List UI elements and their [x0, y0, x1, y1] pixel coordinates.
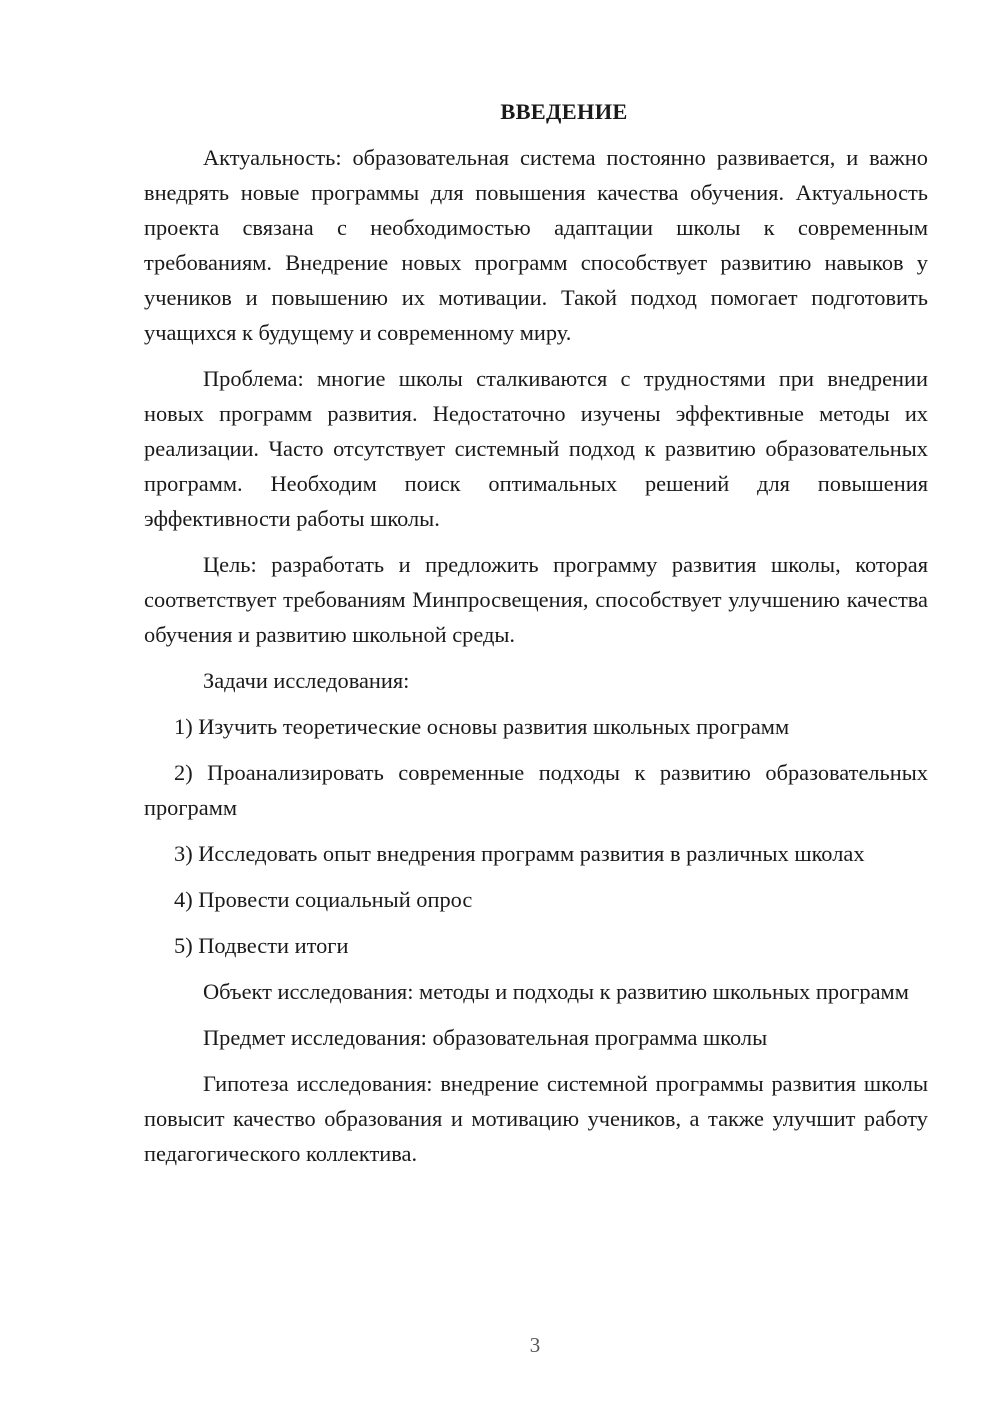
paragraph-object: Объект исследования: методы и подходы к развитию школьных программ — [203, 979, 909, 1004]
task-item-5: 5) Подвести итоги — [174, 933, 349, 958]
paragraph-problem: Проблема: многие школы сталкиваются с трудностями при внедрении новых программ развития. Недостаточно изучены эффективные методы их реализации. Часто отсутствует системный подход к развитию образовательных программ. Необходим поиск оптимальных решений для повышения эффективности работы школы. — [144, 366, 928, 531]
page-number: 3 — [529, 1333, 541, 1357]
section-heading: ВВЕДЕНИЕ — [500, 99, 628, 124]
task-item-1: 1) Изучить теоретические основы развития школьных программ — [174, 714, 790, 739]
task-item-2: 2) Проанализировать современные подходы к развитию образовательных программ — [144, 760, 928, 820]
tasks-title: Задачи исследования: — [203, 668, 410, 693]
paragraph-relevance: Актуальность: образовательная система постоянно развивается, и важно внедрять новые программы для повышения качества обучения. Актуальность проекта связана с необходимостью адаптации школы к современным требованиям. Внедрение новых программ способствует развитию навыков у учеников и повышению их мотивации. Такой подход помогает подготовить учащихся к будущему и современному миру. — [144, 145, 928, 345]
task-item-3: 3) Исследовать опыт внедрения программ развития в различных школах — [174, 841, 865, 866]
paragraph-subject: Предмет исследования: образовательная программа школы — [203, 1025, 768, 1050]
paragraph-goal: Цель: разработать и предложить программу развития школы, которая соответствует требованиям Минпросвещения, способствует улучшению качества обучения и развитию школьной среды. — [144, 552, 928, 647]
page-content — [144, 94, 928, 1182]
paragraph-hypothesis: Гипотеза исследования: внедрение системной программы развития школы повысит качество образования и мотивацию учеников, а также улучшит работу педагогического коллектива. — [144, 1071, 928, 1166]
task-item-4: 4) Провести социальный опрос — [174, 887, 473, 912]
